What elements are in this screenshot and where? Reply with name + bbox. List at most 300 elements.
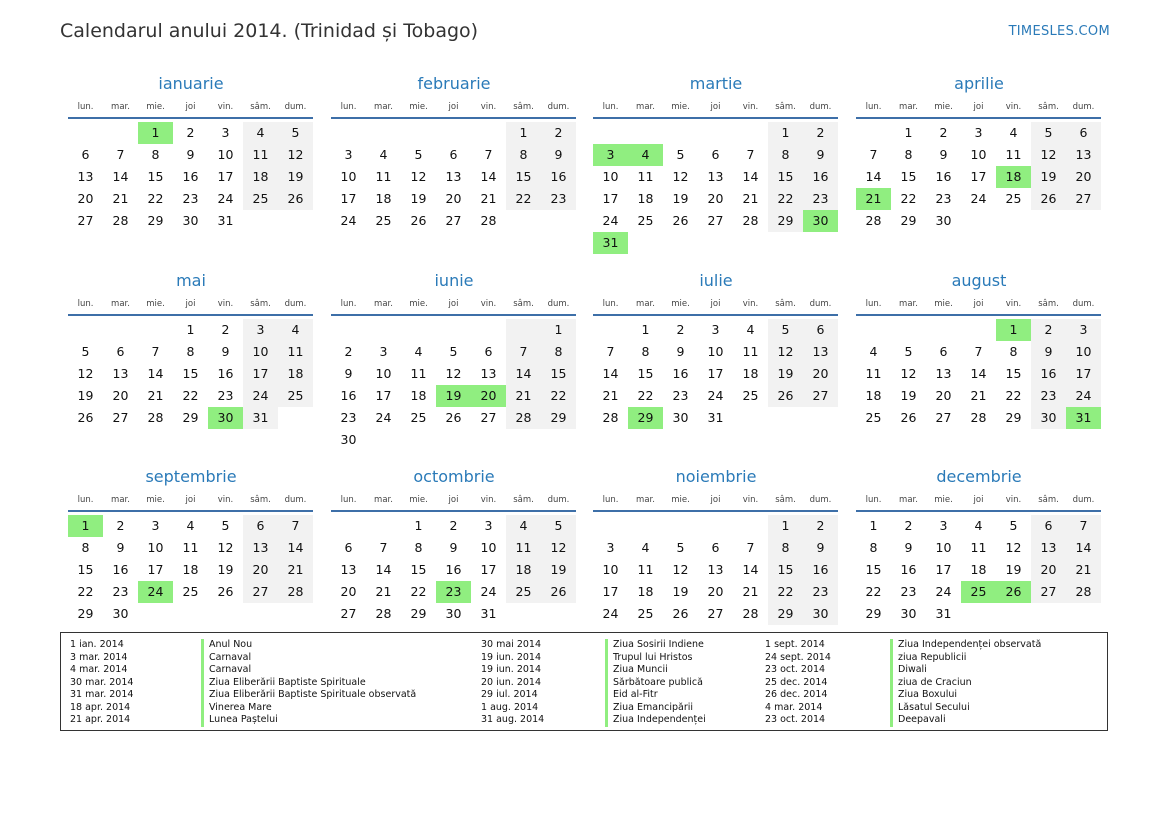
day-cell[interactable]: 2 [803, 515, 838, 537]
day-cell[interactable]: 13 [707, 562, 724, 577]
day-cell[interactable]: 8 [1009, 344, 1018, 359]
day-cell[interactable]: 20 [935, 388, 952, 403]
day-cell[interactable]: 1 [904, 125, 913, 140]
day-cell[interactable]: 5 [904, 344, 913, 359]
day-cell[interactable]: 3 [606, 540, 615, 555]
day-cell[interactable]: 18 [243, 166, 278, 188]
day-cell[interactable]: 19 [77, 388, 94, 403]
holiday-day-cell[interactable]: 24 [138, 581, 173, 603]
day-cell[interactable]: 18 [182, 562, 199, 577]
day-cell[interactable]: 7 [606, 344, 615, 359]
day-cell[interactable]: 21 [506, 385, 541, 407]
day-cell[interactable]: 21 [112, 191, 129, 206]
day-cell[interactable]: 7 [746, 147, 755, 162]
day-cell[interactable]: 21 [742, 191, 759, 206]
day-cell[interactable]: 19 [672, 191, 689, 206]
day-cell[interactable]: 30 [672, 410, 689, 425]
day-cell[interactable]: 2 [939, 125, 948, 140]
day-cell[interactable]: 4 [869, 344, 878, 359]
day-cell[interactable]: 10 [602, 169, 619, 184]
day-cell[interactable]: 12 [77, 366, 94, 381]
day-cell[interactable]: 31 [243, 407, 278, 429]
day-cell[interactable]: 1 [414, 518, 423, 533]
day-cell[interactable]: 27 [1031, 581, 1066, 603]
day-cell[interactable]: 14 [742, 169, 759, 184]
day-cell[interactable]: 20 [77, 191, 94, 206]
day-cell[interactable]: 23 [672, 388, 689, 403]
day-cell[interactable]: 21 [1066, 559, 1101, 581]
day-cell[interactable]: 17 [480, 562, 497, 577]
day-cell[interactable]: 11 [278, 341, 313, 363]
day-cell[interactable]: 10 [707, 344, 724, 359]
day-cell[interactable]: 19 [410, 191, 427, 206]
day-cell[interactable]: 9 [344, 366, 353, 381]
day-cell[interactable]: 28 [506, 407, 541, 429]
day-cell[interactable]: 9 [676, 344, 685, 359]
day-cell[interactable]: 15 [768, 166, 803, 188]
day-cell[interactable]: 19 [672, 584, 689, 599]
day-cell[interactable]: 15 [506, 166, 541, 188]
day-cell[interactable]: 8 [641, 344, 650, 359]
day-cell[interactable]: 9 [1031, 341, 1066, 363]
day-cell[interactable]: 27 [480, 410, 497, 425]
day-cell[interactable]: 16 [803, 166, 838, 188]
day-cell[interactable]: 31 [707, 410, 724, 425]
day-cell[interactable]: 15 [1005, 366, 1022, 381]
day-cell[interactable]: 20 [243, 559, 278, 581]
day-cell[interactable]: 17 [375, 388, 392, 403]
day-cell[interactable]: 29 [1005, 410, 1022, 425]
day-cell[interactable]: 17 [340, 191, 357, 206]
day-cell[interactable]: 23 [803, 581, 838, 603]
day-cell[interactable]: 29 [77, 606, 94, 621]
day-cell[interactable]: 11 [742, 344, 759, 359]
day-cell[interactable]: 23 [340, 410, 357, 425]
day-cell[interactable]: 5 [221, 518, 230, 533]
day-cell[interactable]: 21 [278, 559, 313, 581]
day-cell[interactable]: 8 [768, 144, 803, 166]
day-cell[interactable]: 19 [217, 562, 234, 577]
day-cell[interactable]: 16 [445, 562, 462, 577]
day-cell[interactable]: 14 [1066, 537, 1101, 559]
holiday-day-cell[interactable]: 30 [208, 407, 243, 429]
day-cell[interactable]: 14 [147, 366, 164, 381]
day-cell[interactable]: 24 [935, 584, 952, 599]
day-cell[interactable]: 3 [974, 125, 983, 140]
holiday-day-cell[interactable]: 3 [593, 144, 628, 166]
day-cell[interactable]: 15 [182, 366, 199, 381]
day-cell[interactable]: 25 [243, 188, 278, 210]
day-cell[interactable]: 4 [278, 319, 313, 341]
day-cell[interactable]: 8 [904, 147, 913, 162]
day-cell[interactable]: 25 [278, 385, 313, 407]
day-cell[interactable]: 14 [480, 169, 497, 184]
day-cell[interactable]: 9 [904, 540, 913, 555]
day-cell[interactable]: 18 [375, 191, 392, 206]
day-cell[interactable]: 10 [480, 540, 497, 555]
day-cell[interactable]: 13 [340, 562, 357, 577]
day-cell[interactable]: 14 [970, 366, 987, 381]
day-cell[interactable]: 16 [112, 562, 129, 577]
day-cell[interactable]: 7 [151, 344, 160, 359]
day-cell[interactable]: 17 [217, 169, 234, 184]
day-cell[interactable]: 12 [672, 562, 689, 577]
day-cell[interactable]: 1 [186, 322, 195, 337]
day-cell[interactable]: 15 [637, 366, 654, 381]
day-cell[interactable]: 25 [1005, 191, 1022, 206]
day-cell[interactable]: 12 [1031, 144, 1066, 166]
day-cell[interactable]: 22 [768, 188, 803, 210]
day-cell[interactable]: 24 [602, 213, 619, 228]
day-cell[interactable]: 6 [803, 319, 838, 341]
day-cell[interactable]: 12 [278, 144, 313, 166]
day-cell[interactable]: 25 [375, 213, 392, 228]
day-cell[interactable]: 11 [243, 144, 278, 166]
day-cell[interactable]: 17 [602, 191, 619, 206]
day-cell[interactable]: 6 [1031, 515, 1066, 537]
day-cell[interactable]: 6 [1066, 122, 1101, 144]
day-cell[interactable]: 12 [541, 537, 576, 559]
day-cell[interactable]: 28 [278, 581, 313, 603]
day-cell[interactable]: 28 [742, 606, 759, 621]
day-cell[interactable]: 1 [768, 515, 803, 537]
day-cell[interactable]: 27 [1066, 188, 1101, 210]
day-cell[interactable]: 30 [182, 213, 199, 228]
day-cell[interactable]: 27 [340, 606, 357, 621]
day-cell[interactable]: 28 [1066, 581, 1101, 603]
day-cell[interactable]: 22 [637, 388, 654, 403]
day-cell[interactable]: 29 [182, 410, 199, 425]
day-cell[interactable]: 7 [278, 515, 313, 537]
holiday-day-cell[interactable]: 1 [996, 319, 1031, 341]
day-cell[interactable]: 2 [676, 322, 685, 337]
day-cell[interactable]: 12 [1005, 540, 1022, 555]
day-cell[interactable]: 16 [340, 388, 357, 403]
day-cell[interactable]: 8 [186, 344, 195, 359]
day-cell[interactable]: 26 [672, 606, 689, 621]
day-cell[interactable]: 19 [278, 166, 313, 188]
day-cell[interactable]: 10 [970, 147, 987, 162]
day-cell[interactable]: 28 [147, 410, 164, 425]
day-cell[interactable]: 13 [707, 169, 724, 184]
day-cell[interactable]: 6 [711, 540, 720, 555]
day-cell[interactable]: 27 [243, 581, 278, 603]
day-cell[interactable]: 16 [541, 166, 576, 188]
day-cell[interactable]: 2 [221, 322, 230, 337]
day-cell[interactable]: 20 [707, 584, 724, 599]
day-cell[interactable]: 29 [541, 407, 576, 429]
day-cell[interactable]: 3 [711, 322, 720, 337]
day-cell[interactable]: 27 [935, 410, 952, 425]
day-cell[interactable]: 25 [506, 581, 541, 603]
day-cell[interactable]: 1 [541, 319, 576, 341]
day-cell[interactable]: 1 [869, 518, 878, 533]
day-cell[interactable]: 6 [243, 515, 278, 537]
day-cell[interactable]: 15 [77, 562, 94, 577]
day-cell[interactable]: 20 [1066, 166, 1101, 188]
day-cell[interactable]: 4 [974, 518, 983, 533]
day-cell[interactable]: 1 [641, 322, 650, 337]
day-cell[interactable]: 31 [480, 606, 497, 621]
day-cell[interactable]: 30 [340, 432, 357, 447]
day-cell[interactable]: 21 [602, 388, 619, 403]
day-cell[interactable]: 12 [900, 366, 917, 381]
day-cell[interactable]: 17 [147, 562, 164, 577]
day-cell[interactable]: 13 [243, 537, 278, 559]
day-cell[interactable]: 21 [742, 584, 759, 599]
day-cell[interactable]: 12 [768, 341, 803, 363]
holiday-day-cell[interactable]: 20 [471, 385, 506, 407]
day-cell[interactable]: 9 [803, 537, 838, 559]
day-cell[interactable]: 19 [768, 363, 803, 385]
day-cell[interactable]: 4 [746, 322, 755, 337]
day-cell[interactable]: 11 [410, 366, 427, 381]
day-cell[interactable]: 5 [81, 344, 90, 359]
day-cell[interactable]: 10 [243, 341, 278, 363]
day-cell[interactable]: 2 [1031, 319, 1066, 341]
day-cell[interactable]: 24 [480, 584, 497, 599]
day-cell[interactable]: 29 [900, 213, 917, 228]
day-cell[interactable]: 4 [243, 122, 278, 144]
day-cell[interactable]: 30 [935, 213, 952, 228]
day-cell[interactable]: 29 [410, 606, 427, 621]
day-cell[interactable]: 22 [77, 584, 94, 599]
day-cell[interactable]: 13 [1066, 144, 1101, 166]
day-cell[interactable]: 13 [480, 366, 497, 381]
day-cell[interactable]: 15 [541, 363, 576, 385]
day-cell[interactable]: 31 [217, 213, 234, 228]
day-cell[interactable]: 23 [541, 188, 576, 210]
day-cell[interactable]: 24 [340, 213, 357, 228]
day-cell[interactable]: 14 [506, 363, 541, 385]
day-cell[interactable]: 4 [414, 344, 423, 359]
day-cell[interactable]: 18 [506, 559, 541, 581]
day-cell[interactable]: 30 [445, 606, 462, 621]
day-cell[interactable]: 28 [480, 213, 497, 228]
day-cell[interactable]: 13 [112, 366, 129, 381]
day-cell[interactable]: 6 [344, 540, 353, 555]
holiday-day-cell[interactable]: 25 [961, 581, 996, 603]
day-cell[interactable]: 23 [935, 191, 952, 206]
day-cell[interactable]: 28 [970, 410, 987, 425]
day-cell[interactable]: 23 [1031, 385, 1066, 407]
day-cell[interactable]: 25 [637, 606, 654, 621]
holiday-day-cell[interactable]: 1 [138, 122, 173, 144]
day-cell[interactable]: 4 [641, 540, 650, 555]
day-cell[interactable]: 6 [484, 344, 493, 359]
day-cell[interactable]: 12 [217, 540, 234, 555]
day-cell[interactable]: 9 [939, 147, 948, 162]
day-cell[interactable]: 8 [81, 540, 90, 555]
holiday-day-cell[interactable]: 30 [803, 210, 838, 232]
day-cell[interactable]: 14 [865, 169, 882, 184]
day-cell[interactable]: 24 [375, 410, 392, 425]
day-cell[interactable]: 4 [186, 518, 195, 533]
day-cell[interactable]: 25 [865, 410, 882, 425]
day-cell[interactable]: 13 [935, 366, 952, 381]
day-cell[interactable]: 3 [151, 518, 160, 533]
day-cell[interactable]: 3 [243, 319, 278, 341]
day-cell[interactable]: 13 [77, 169, 94, 184]
day-cell[interactable]: 17 [243, 363, 278, 385]
day-cell[interactable]: 2 [904, 518, 913, 533]
holiday-day-cell[interactable]: 29 [628, 407, 663, 429]
day-cell[interactable]: 10 [935, 540, 952, 555]
day-cell[interactable]: 27 [707, 606, 724, 621]
day-cell[interactable]: 14 [375, 562, 392, 577]
day-cell[interactable]: 21 [375, 584, 392, 599]
day-cell[interactable]: 8 [768, 537, 803, 559]
holiday-day-cell[interactable]: 31 [593, 232, 628, 254]
day-cell[interactable]: 7 [974, 344, 983, 359]
day-cell[interactable]: 14 [278, 537, 313, 559]
day-cell[interactable]: 14 [112, 169, 129, 184]
day-cell[interactable]: 15 [768, 559, 803, 581]
day-cell[interactable]: 6 [81, 147, 90, 162]
day-cell[interactable]: 26 [217, 584, 234, 599]
day-cell[interactable]: 16 [217, 366, 234, 381]
day-cell[interactable]: 5 [768, 319, 803, 341]
day-cell[interactable]: 2 [344, 344, 353, 359]
day-cell[interactable]: 22 [768, 581, 803, 603]
day-cell[interactable]: 25 [410, 410, 427, 425]
day-cell[interactable]: 15 [410, 562, 427, 577]
day-cell[interactable]: 5 [1009, 518, 1018, 533]
day-cell[interactable]: 28 [742, 213, 759, 228]
day-cell[interactable]: 18 [278, 363, 313, 385]
site-link[interactable]: TIMESLES.COM [1008, 24, 1110, 39]
day-cell[interactable]: 15 [865, 562, 882, 577]
day-cell[interactable]: 2 [803, 122, 838, 144]
day-cell[interactable]: 13 [803, 341, 838, 363]
day-cell[interactable]: 9 [803, 144, 838, 166]
day-cell[interactable]: 25 [637, 213, 654, 228]
day-cell[interactable]: 8 [541, 341, 576, 363]
day-cell[interactable]: 26 [672, 213, 689, 228]
day-cell[interactable]: 11 [375, 169, 392, 184]
day-cell[interactable]: 26 [1031, 188, 1066, 210]
day-cell[interactable]: 21 [147, 388, 164, 403]
day-cell[interactable]: 29 [865, 606, 882, 621]
day-cell[interactable]: 7 [484, 147, 493, 162]
day-cell[interactable]: 11 [1005, 147, 1022, 162]
day-cell[interactable]: 8 [151, 147, 160, 162]
day-cell[interactable]: 10 [147, 540, 164, 555]
day-cell[interactable]: 26 [541, 581, 576, 603]
day-cell[interactable]: 7 [506, 341, 541, 363]
day-cell[interactable]: 15 [147, 169, 164, 184]
day-cell[interactable]: 22 [865, 584, 882, 599]
day-cell[interactable]: 9 [449, 540, 458, 555]
holiday-day-cell[interactable]: 26 [996, 581, 1031, 603]
day-cell[interactable]: 20 [803, 363, 838, 385]
day-cell[interactable]: 4 [1009, 125, 1018, 140]
day-cell[interactable]: 22 [900, 191, 917, 206]
day-cell[interactable]: 13 [1031, 537, 1066, 559]
day-cell[interactable]: 9 [221, 344, 230, 359]
day-cell[interactable]: 10 [375, 366, 392, 381]
day-cell[interactable]: 20 [112, 388, 129, 403]
day-cell[interactable]: 15 [900, 169, 917, 184]
day-cell[interactable]: 27 [77, 213, 94, 228]
day-cell[interactable]: 28 [112, 213, 129, 228]
day-cell[interactable]: 3 [939, 518, 948, 533]
day-cell[interactable]: 8 [506, 144, 541, 166]
day-cell[interactable]: 7 [1066, 515, 1101, 537]
day-cell[interactable]: 16 [803, 559, 838, 581]
day-cell[interactable]: 22 [1005, 388, 1022, 403]
day-cell[interactable]: 22 [410, 584, 427, 599]
day-cell[interactable]: 18 [637, 584, 654, 599]
day-cell[interactable]: 10 [1066, 341, 1101, 363]
day-cell[interactable]: 12 [445, 366, 462, 381]
day-cell[interactable]: 5 [676, 147, 685, 162]
day-cell[interactable]: 17 [935, 562, 952, 577]
day-cell[interactable]: 20 [445, 191, 462, 206]
day-cell[interactable]: 27 [112, 410, 129, 425]
day-cell[interactable]: 17 [707, 366, 724, 381]
holiday-day-cell[interactable]: 4 [628, 144, 663, 166]
day-cell[interactable]: 22 [182, 388, 199, 403]
day-cell[interactable]: 16 [900, 562, 917, 577]
day-cell[interactable]: 25 [182, 584, 199, 599]
day-cell[interactable]: 18 [742, 366, 759, 381]
day-cell[interactable]: 13 [445, 169, 462, 184]
day-cell[interactable]: 24 [707, 388, 724, 403]
day-cell[interactable]: 1 [506, 122, 541, 144]
day-cell[interactable]: 5 [676, 540, 685, 555]
day-cell[interactable]: 10 [602, 562, 619, 577]
day-cell[interactable]: 29 [147, 213, 164, 228]
day-cell[interactable]: 11 [506, 537, 541, 559]
day-cell[interactable]: 25 [742, 388, 759, 403]
day-cell[interactable]: 20 [340, 584, 357, 599]
day-cell[interactable]: 16 [1031, 363, 1066, 385]
day-cell[interactable]: 30 [1031, 407, 1066, 429]
day-cell[interactable]: 30 [803, 603, 838, 625]
day-cell[interactable]: 5 [1031, 122, 1066, 144]
day-cell[interactable]: 18 [865, 388, 882, 403]
day-cell[interactable]: 18 [410, 388, 427, 403]
day-cell[interactable]: 21 [970, 388, 987, 403]
day-cell[interactable]: 14 [602, 366, 619, 381]
day-cell[interactable]: 22 [541, 385, 576, 407]
day-cell[interactable]: 26 [768, 385, 803, 407]
day-cell[interactable]: 9 [541, 144, 576, 166]
day-cell[interactable]: 23 [900, 584, 917, 599]
day-cell[interactable]: 11 [970, 540, 987, 555]
day-cell[interactable]: 23 [112, 584, 129, 599]
day-cell[interactable]: 26 [278, 188, 313, 210]
holiday-day-cell[interactable]: 1 [68, 515, 103, 537]
day-cell[interactable]: 26 [900, 410, 917, 425]
day-cell[interactable]: 9 [116, 540, 125, 555]
day-cell[interactable]: 7 [379, 540, 388, 555]
day-cell[interactable]: 12 [410, 169, 427, 184]
day-cell[interactable]: 28 [602, 410, 619, 425]
day-cell[interactable]: 1 [768, 122, 803, 144]
day-cell[interactable]: 10 [340, 169, 357, 184]
day-cell[interactable]: 22 [506, 188, 541, 210]
day-cell[interactable]: 19 [541, 559, 576, 581]
day-cell[interactable]: 18 [970, 562, 987, 577]
day-cell[interactable]: 19 [900, 388, 917, 403]
day-cell[interactable]: 3 [1066, 319, 1101, 341]
holiday-day-cell[interactable]: 31 [1066, 407, 1101, 429]
day-cell[interactable]: 17 [602, 584, 619, 599]
day-cell[interactable]: 28 [375, 606, 392, 621]
day-cell[interactable]: 4 [379, 147, 388, 162]
